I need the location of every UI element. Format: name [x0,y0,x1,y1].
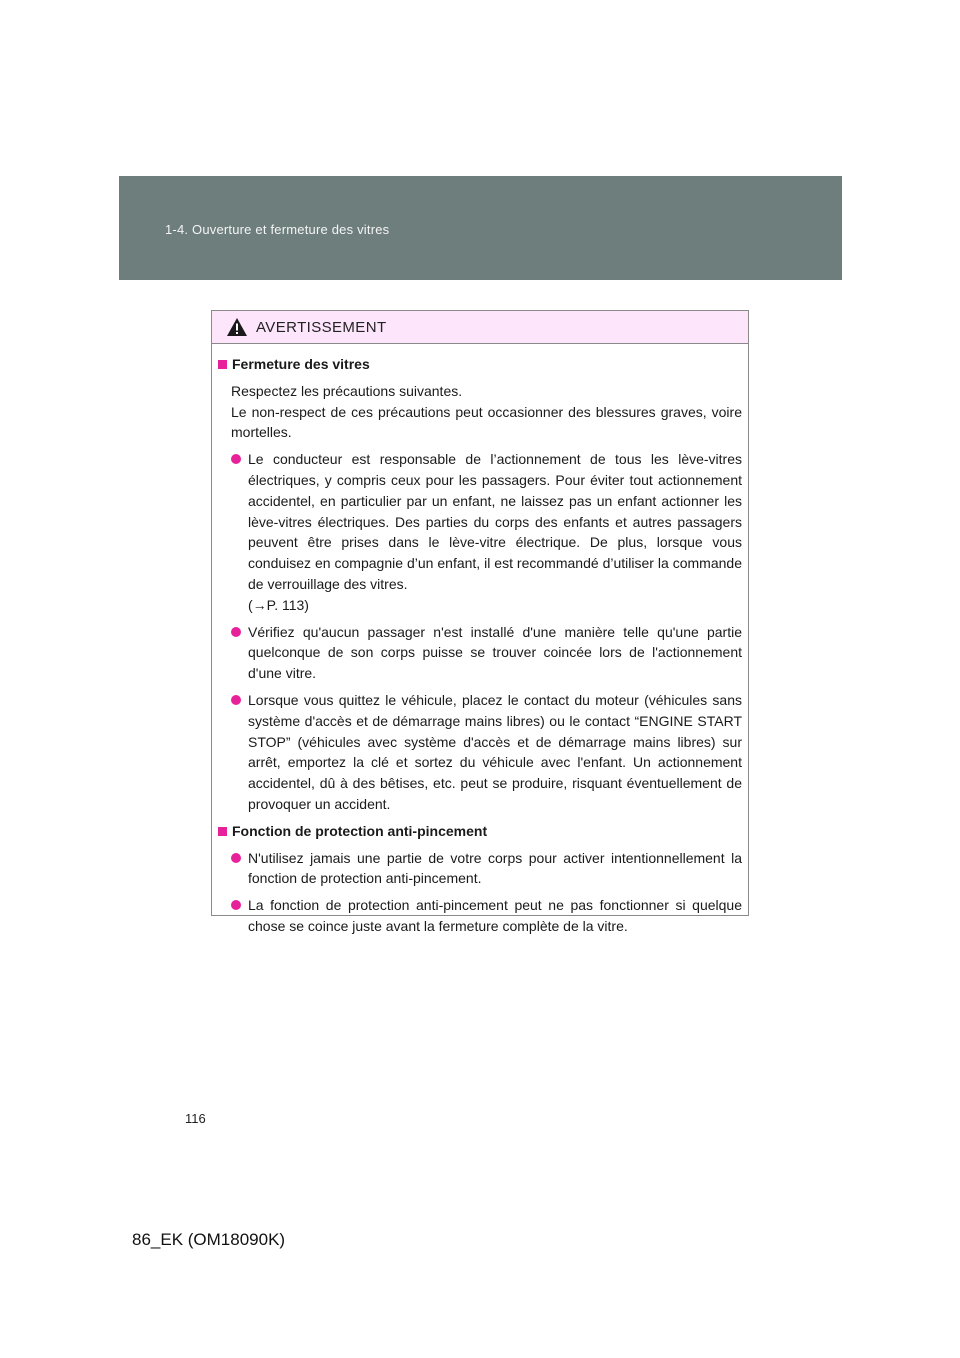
list-item-text: Vérifiez qu'aucun passager n'est installé d'une manière telle qu'une partie quelconque de son corps puisse se trouver coincée lors de l'actionnement d'une vitre. [248,623,742,682]
square-bullet-icon [218,827,227,836]
chapter-header [119,176,842,280]
round-bullet-icon [231,627,241,637]
list-item [218,622,742,684]
list-item [218,690,742,815]
section-title-anti-pinch [218,821,742,842]
warning-header [212,311,748,344]
round-bullet-icon [231,695,241,705]
list-item-text: N'utilisez jamais une partie de votre corps pour activer intentionnellement la fonction de protection anti-pincement. [248,849,742,887]
square-bullet-icon [218,360,227,369]
section-heading: Fermeture des vitres [232,356,370,372]
section-heading: Fonction de protection anti-pincement [232,822,488,839]
intro-line-1: Respectez les précautions suivantes. Le non-respect de ces précautions peut occasionner des blessures graves, voire mortelles. [231,382,742,441]
document-code: 86_EK (OM18090K) [132,1230,286,1249]
section-title-window-closing [218,354,742,375]
list-item-text: Le conducteur est responsable de l’actionnement de tous les lève-vitres électriques, y compris ceux pour les passagers. Pour éviter tout actionnement accidentel, en particulier par un enfant, ne laissez pas un enfant actionner les lève-vitres électriques. Des parties du corps des enfants et autres passagers peuvent être prises dans le lève-vitre électrique. De plus, lorsque vous conduisez en compagnie d’un enfant, il est recommandé d’utiliser la commande de verrouillage des vitres. (→P. 113) [248,451,742,613]
warning-body [212,344,748,937]
round-bullet-icon [231,454,241,464]
list-item [218,848,742,890]
chapter-title: 1-4. Ouverture et fermeture des vitres [165,222,390,237]
page-number: 116 [185,1111,206,1126]
round-bullet-icon [231,853,241,863]
section-intro [218,381,742,443]
list-item-text: La fonction de protection anti-pincement peut ne pas fonctionner si quelque chose se coince juste avant la fermeture complète de la vitre. [248,897,742,934]
warning-triangle-icon [226,317,248,337]
round-bullet-icon [231,900,241,910]
warning-box [211,310,749,934]
list-item [218,449,742,615]
warning-title: AVERTISSEMENT [256,319,387,336]
list-item-text: Lorsque vous quittez le véhicule, placez le contact du moteur (véhicules sans système d'accès et de démarrage mains libres) ou le contact “ENGINE START STOP” (véhicules avec système d'accès et de démarrage mains libres) sur arrêt, emportez la clé et sortez du véhicule avec l'enfant. Un actionnement accidentel, dû à des bêtises, etc. peut se produire, risquant éventuellement de provoquer un accident. [248,691,742,812]
list-item [218,895,742,937]
